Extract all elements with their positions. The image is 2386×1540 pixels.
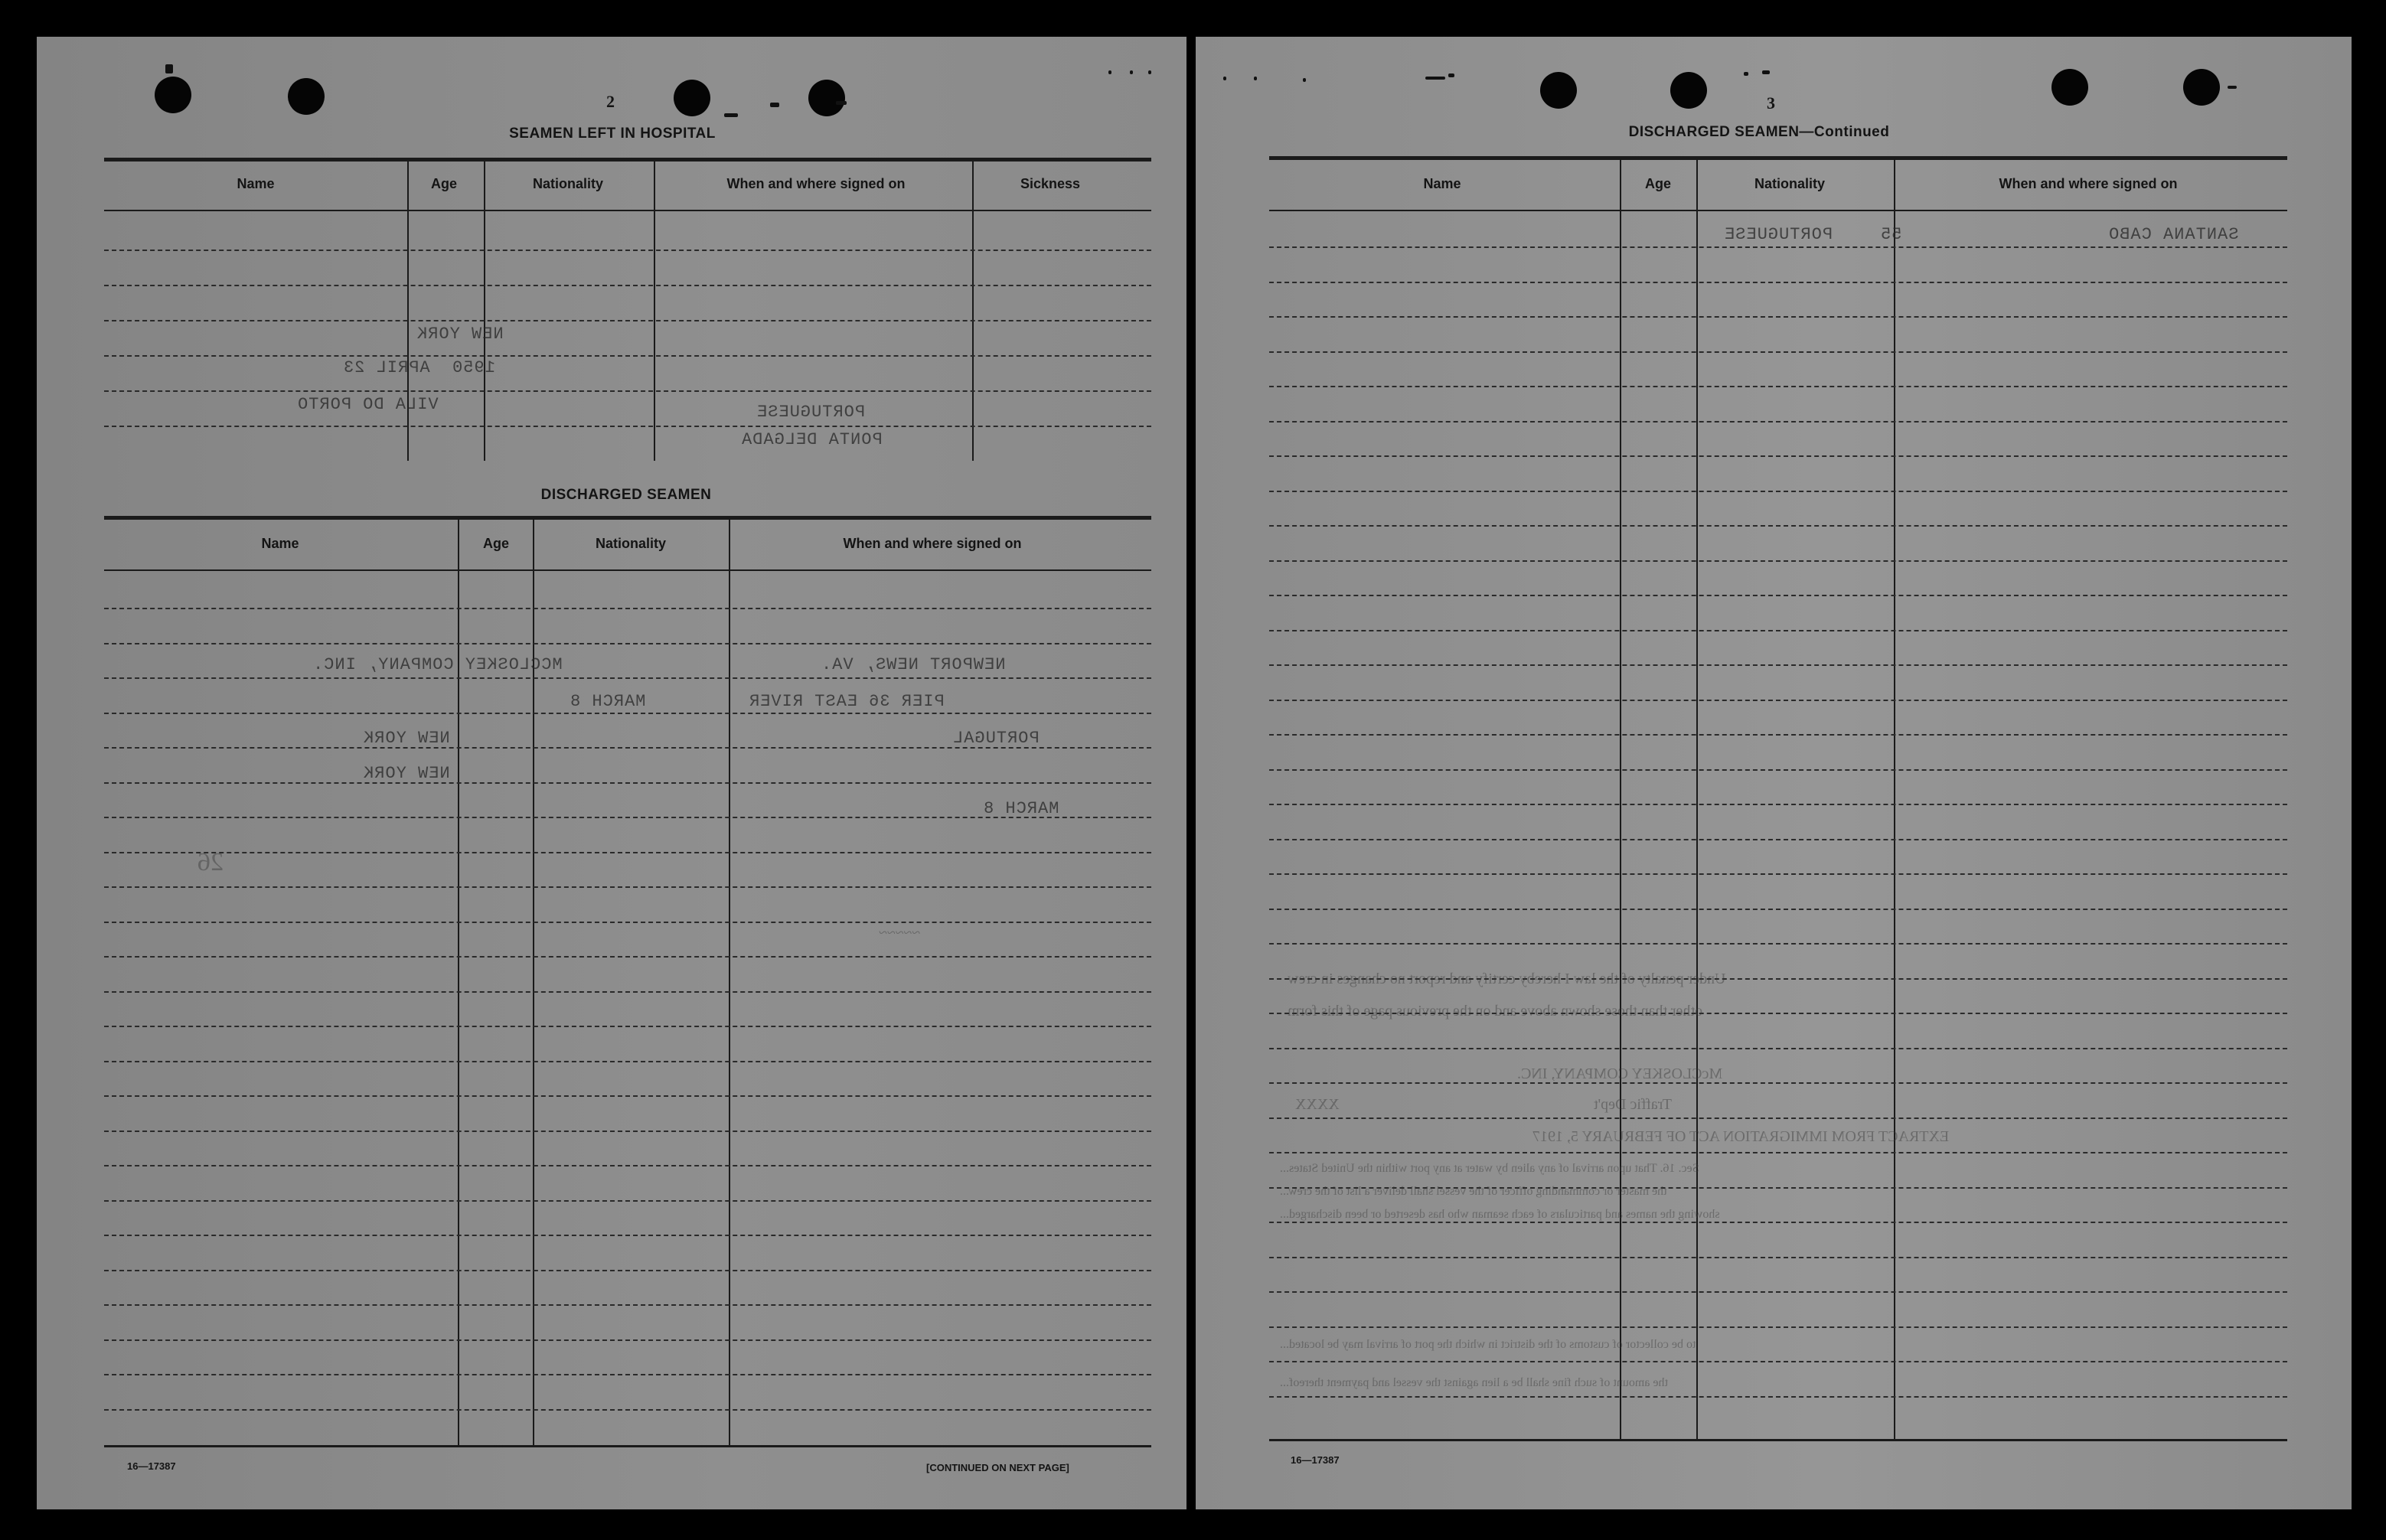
bleed-text: PORTUGUESE [1724, 225, 1833, 244]
punch-hole [808, 80, 845, 116]
bleed-text: PORTUGUESE [756, 403, 866, 422]
section-title-discharged: DISCHARGED SEAMEN [540, 487, 712, 503]
bleed-text: MCCLOSKEY COMPANY, INC. [312, 655, 563, 674]
ruled-line [1269, 351, 2287, 353]
ruled-line [104, 1200, 1151, 1202]
ruled-line [104, 1061, 1151, 1062]
punch-hole [155, 77, 191, 113]
column-header-nationality: Nationality [1754, 176, 1826, 191]
ruled-line [1269, 630, 2287, 631]
ruled-line [104, 1235, 1151, 1236]
bleed-text: SANTANA CABO [2108, 225, 2239, 244]
bleed-text: NEWPORT NEWS, VA. [821, 655, 1006, 674]
section-title-hospital: SEAMEN LEFT IN HOSPITAL [509, 126, 716, 142]
form-number: 16—17387 [127, 1460, 176, 1472]
ruled-line [1269, 525, 2287, 527]
column-header-age: Age [430, 176, 458, 191]
ruled-line [104, 991, 1151, 993]
ruled-line [1269, 734, 2287, 736]
ruled-line [104, 1026, 1151, 1027]
ruled-line [1269, 386, 2287, 387]
bleed-text: 55 [1880, 225, 1902, 244]
ruled-line [104, 1374, 1151, 1375]
ruled-line [104, 1304, 1151, 1306]
page-number: 2 [606, 92, 615, 111]
ruled-line [1269, 1361, 2287, 1362]
bleed-text: 1950 [452, 358, 495, 377]
bleed-text: APRIL 23 [343, 358, 430, 377]
ruled-line [1269, 1257, 2287, 1258]
punch-hole [1670, 72, 1707, 109]
bleed-text: MARCH 8 [570, 692, 646, 711]
column-header-nationality: Nationality [532, 176, 604, 191]
bleed-text: NEW YORK [363, 729, 450, 748]
ruled-line [1269, 1082, 2287, 1084]
ruled-line [1269, 873, 2287, 875]
ruled-line [1269, 1291, 2287, 1293]
ruled-line [1269, 1152, 2287, 1153]
ruled-line [1269, 700, 2287, 701]
ruled-line [104, 956, 1151, 958]
ruled-line [1269, 1048, 2287, 1049]
column-header-when-where: When and where signed on [843, 536, 1022, 551]
ruled-line [1269, 909, 2287, 910]
ruled-line [104, 713, 1151, 714]
ruled-line [1269, 943, 2287, 945]
ruled-line [1269, 839, 2287, 840]
punch-hole [2183, 69, 2220, 106]
ruled-line [1269, 1117, 2287, 1119]
column-header-when-where: When and where signed on [726, 176, 906, 191]
page-number: 3 [1767, 93, 1775, 113]
ruled-line [104, 1131, 1151, 1132]
ruled-line [1269, 804, 2287, 805]
ruled-line [1269, 316, 2287, 318]
ruled-line [1269, 560, 2287, 562]
continued-note: [CONTINUED ON NEXT PAGE] [926, 1462, 1069, 1473]
right-page: 3 DISCHARGED SEAMEN—Continued Name Age Nationality When and where signed on PORTUGUESE 55 SANTANA CABO Under penalty of the law I hereby certify and report no changes in crew other than those shown above and on the previous page of this form McCLOSKEY COMPANY, INC. XXXX Traffic Dep't EXTRACT FROM IMMIGRATION ACT OF FEBRUARY 5, 1917 Sec. 16. That upon arrival of any alien by water at any port within the United States... the master or commanding officer of the vessel shall deliver a list of the crew... showing the names and particulars of each seaman who has deserted or been discharged... to be collector of customs of the district in which the port of arrival may be located... the amount of such fine shall be a lien against the vessel and payment thereof... 16—17387 [1196, 37, 2352, 1509]
ruled-line [104, 1409, 1151, 1411]
ruled-line [1269, 1222, 2287, 1223]
ruled-line [1269, 664, 2287, 666]
ruled-line [104, 1095, 1151, 1097]
ruled-line [104, 1270, 1151, 1271]
bleed-text: PIER 36 EAST RIVER [749, 692, 945, 711]
column-header-sickness: Sickness [1020, 176, 1081, 191]
ruled-line [104, 922, 1151, 923]
column-header-when-where: When and where signed on [1999, 176, 2178, 191]
ruled-line [104, 677, 1151, 679]
section-title-discharged-continued: DISCHARGED SEAMEN—Continued [1628, 124, 1890, 140]
ruled-line [1269, 769, 2287, 771]
column-header-name: Name [237, 176, 275, 191]
column-header-name: Name [1423, 176, 1461, 191]
column-header-age: Age [482, 536, 510, 551]
punch-hole [288, 78, 325, 115]
punch-hole [2051, 69, 2088, 106]
column-header-nationality: Nationality [595, 536, 667, 551]
ruled-line [1269, 595, 2287, 596]
bleed-text: VILA DO PORTO [297, 395, 439, 414]
bleed-text: PORTUGAL [952, 729, 1040, 748]
bleed-text: NEW YORK [416, 325, 504, 344]
ruled-line [1269, 1396, 2287, 1398]
ruled-line [1269, 246, 2287, 248]
ruled-line [104, 782, 1151, 784]
ruled-line [1269, 1326, 2287, 1328]
bleed-text: NEW YORK [363, 764, 450, 783]
column-header-name: Name [261, 536, 299, 551]
punch-hole [674, 80, 710, 116]
ruled-line [104, 852, 1151, 853]
punch-hole [1540, 72, 1577, 109]
ruled-line [1269, 455, 2287, 457]
ruled-line [104, 608, 1151, 609]
ruled-line [1269, 491, 2287, 492]
ruled-line [1269, 282, 2287, 283]
ruled-line [1269, 421, 2287, 423]
ruled-line [104, 886, 1151, 888]
ruled-line [104, 1165, 1151, 1166]
ruled-line [104, 643, 1151, 644]
form-number: 16—17387 [1291, 1454, 1340, 1466]
left-page: 2 SEAMEN LEFT IN HOSPITAL Name Age Nationality When and where signed on Sickness NEW YORK APRIL 23 1950 VILA DO PORTO PORTUGUESE PONTA DELGADA DISCHARGED SEAMEN Name Age Nationality When and where signed on MCCLOSKEY COMPANY, INC. NEWPORT NEWS, VA. PIER 36 EAST RIVER MARCH 8 NEW YORK PORTUGAL NEW YORK MARCH 8 26 ~~~~~ 16—17387 [CONTINUED ON NEXT PAGE] [37, 37, 1186, 1509]
ruled-line [104, 1339, 1151, 1341]
bleed-text: PONTA DELGADA [741, 430, 883, 449]
bleed-text: MARCH 8 [983, 799, 1059, 818]
column-header-age: Age [1644, 176, 1672, 191]
